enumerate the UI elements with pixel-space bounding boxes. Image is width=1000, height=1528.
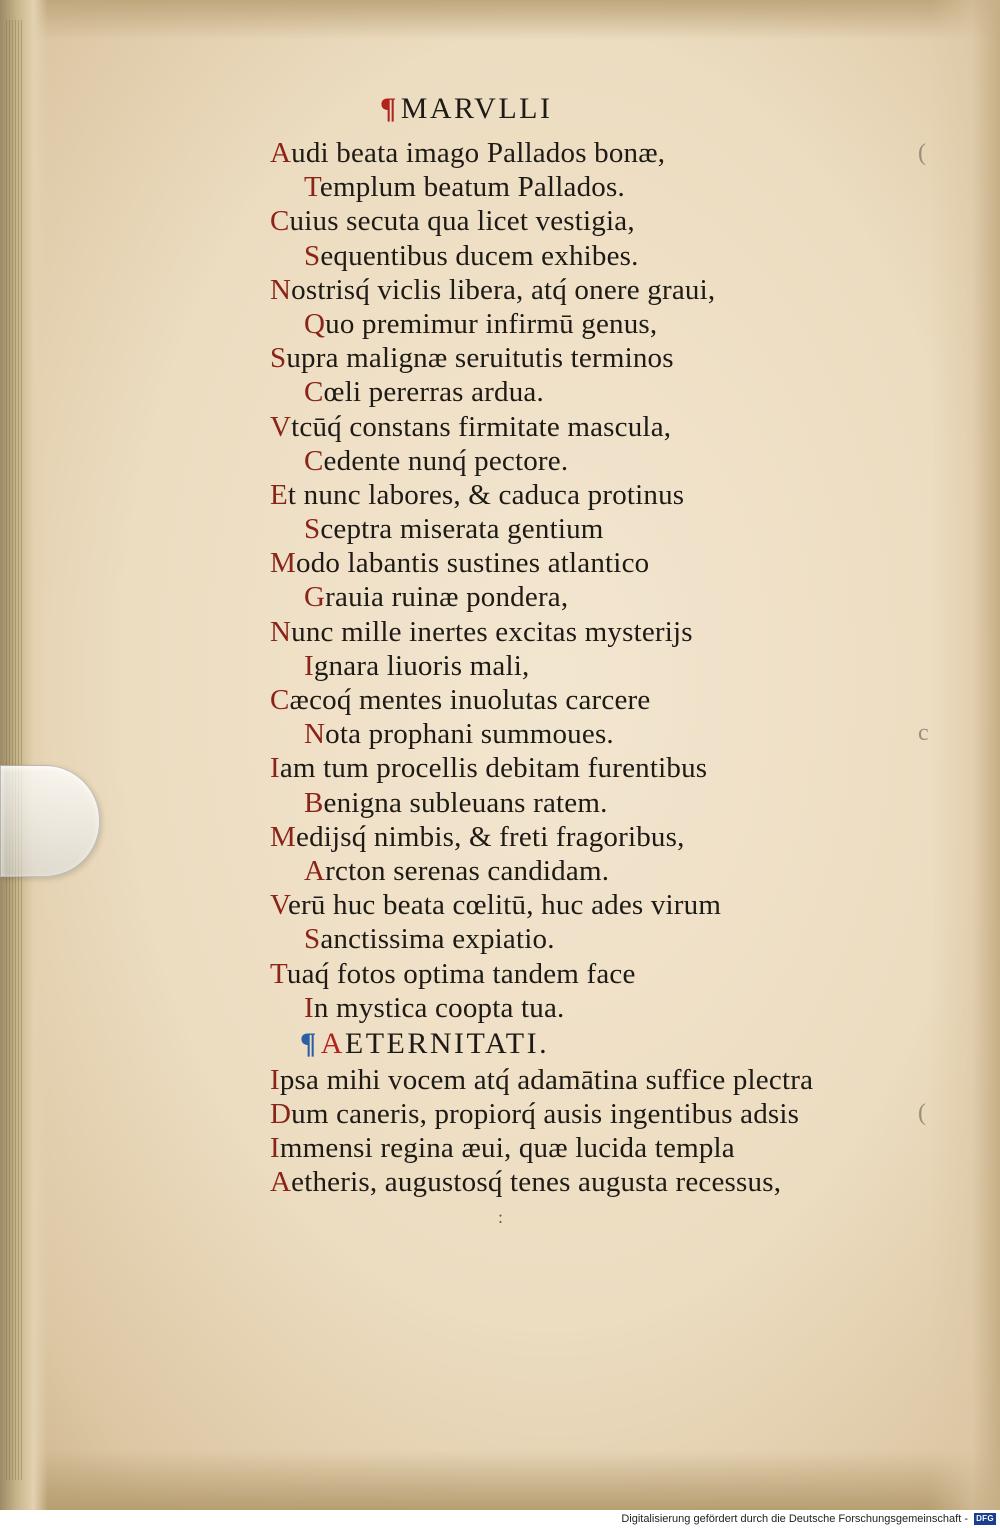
poem-verses	[270, 136, 870, 1025]
verse-initial: I	[304, 991, 314, 1024]
verse-initial: I	[270, 752, 280, 785]
verse-line	[270, 820, 870, 854]
page-gutter-stack	[0, 0, 48, 1510]
verse-initial: S	[304, 239, 321, 272]
verse-text: rauia ruinæ pondera,	[325, 581, 569, 614]
verse-line	[270, 341, 870, 375]
verse-initial: C	[270, 205, 290, 238]
pilcrow-icon: ¶	[300, 1026, 319, 1060]
verse-initial: I	[304, 649, 314, 682]
verse-line	[270, 786, 870, 820]
verse-text: erū huc beata cœlitū, huc ades virum	[287, 889, 722, 922]
verse-initial: N	[304, 718, 326, 751]
verse-text: æcoq́ mentes inuolutas carcere	[289, 684, 651, 716]
verse-text: emplum beatum Pallados.	[319, 171, 625, 204]
verse-text: gnara liuoris mali,	[313, 649, 530, 682]
verse-line	[270, 922, 870, 956]
verse-line	[270, 478, 870, 512]
verse-line	[270, 854, 870, 888]
credit-text: Digitalisierung gefördert durch die Deutsche Forschungsgemeinschaft -	[621, 1513, 968, 1525]
verse-initial: M	[270, 547, 296, 580]
verse-text: uius secuta qua licet vestigia,	[289, 205, 635, 238]
verse-initial: V	[270, 410, 292, 443]
verse-line	[270, 375, 870, 409]
page-clip-tab	[0, 765, 100, 877]
verse-line	[270, 410, 870, 444]
verse-text: enigna subleuans ratem.	[323, 786, 608, 819]
verse-initial: S	[304, 513, 321, 546]
verse-initial: E	[270, 478, 288, 511]
page-edge-top	[0, 0, 1000, 40]
verse-initial: S	[304, 923, 321, 956]
poem-verses-second	[270, 1063, 870, 1200]
verse-text: ceptra miserata gentium	[320, 513, 604, 546]
verse-initial: I	[270, 1132, 280, 1165]
verse-text: anctissima expiatio.	[320, 923, 555, 956]
verse-initial: G	[304, 581, 326, 614]
verse-text: um caneris, propiorq́ ausis ingentibus adsis	[291, 1098, 800, 1131]
verse-line	[270, 1063, 870, 1097]
verse-initial: S	[270, 342, 287, 375]
verse-initial: Q	[304, 307, 326, 340]
verse-line	[270, 444, 870, 478]
verse-initial: C	[304, 444, 324, 477]
verse-initial: A	[270, 1166, 292, 1199]
verse-initial: C	[304, 376, 324, 409]
verse-text: unc mille inertes excitas mysterijs	[291, 615, 693, 648]
verse-line	[270, 683, 870, 717]
verse-initial: A	[270, 137, 292, 169]
verse-initial: N	[270, 273, 292, 306]
verse-line	[270, 273, 870, 307]
verse-initial: I	[270, 1063, 280, 1096]
verse-line	[270, 717, 870, 751]
section-heading	[300, 1025, 870, 1063]
verse-line	[270, 307, 870, 341]
verse-initial: T	[270, 957, 287, 990]
section-heading-text: ETERNITATI.	[344, 1026, 550, 1060]
verse-initial: B	[304, 786, 324, 819]
verse-text: etheris, augustosq́ tenes augusta recessus,	[291, 1166, 782, 1199]
verse-text: psa mihi vocem atq́ adamātina suffice plectra	[279, 1063, 814, 1096]
verse-line	[270, 751, 870, 785]
verse-text: tcūq́ constans firmitate mascula,	[291, 410, 672, 443]
verse-initial: C	[270, 684, 290, 716]
verse-text: œli pererras ardua.	[323, 376, 544, 409]
pilcrow-icon: ¶	[380, 92, 399, 125]
verse-text: rcton serenas candidam.	[325, 854, 610, 887]
verse-line	[270, 170, 870, 204]
verse-text: upra malignæ seruitutis terminos	[286, 342, 674, 375]
verse-initial: A	[304, 854, 326, 887]
section-heading-initial: A	[320, 1026, 345, 1060]
verse-text: odo labantis sustines atlantico	[296, 547, 650, 580]
verse-line	[270, 957, 870, 991]
verse-initial: T	[304, 171, 320, 204]
verse-line	[270, 1097, 870, 1131]
verse-text: mmensi regina æui, quæ lucida templa	[279, 1132, 735, 1165]
verse-text: ostrisq́ viclis libera, atq́ onere graui,	[291, 273, 716, 306]
running-head-text: MARVLLI	[400, 92, 553, 125]
verse-text: equentibus ducem exhibes.	[320, 239, 639, 272]
verse-initial: N	[270, 615, 292, 648]
verse-line	[270, 888, 870, 922]
verse-line	[270, 546, 870, 580]
verse-text: n mystica coopta tua.	[313, 991, 565, 1024]
verse-line	[270, 649, 870, 683]
verse-line	[270, 204, 870, 238]
running-head	[380, 92, 870, 136]
verse-text: am tum procellis debitam furentibus	[279, 752, 708, 785]
verse-text: edijsq́ nimbis, & freti fragoribus,	[296, 820, 685, 853]
verse-text: uo premimur infirmū genus,	[325, 307, 658, 340]
credit-bar	[0, 1510, 1000, 1528]
verse-line	[270, 580, 870, 614]
verse-line	[270, 136, 870, 170]
verse-line	[270, 1131, 870, 1165]
catchword-mark: :	[498, 1207, 505, 1227]
verse-text: t nunc labores, & caduca protinus	[287, 478, 685, 511]
verse-line	[270, 615, 870, 649]
dfg-logo-icon: DFG	[974, 1513, 996, 1525]
text-block	[270, 92, 870, 1200]
verse-line	[270, 991, 870, 1025]
verse-line	[270, 1165, 870, 1199]
margin-marks: ( c (	[918, 140, 929, 1126]
page-edge-bottom	[0, 1450, 1000, 1510]
verse-text: udi beata imago Pallados bonæ,	[291, 137, 666, 169]
verse-line	[270, 239, 870, 273]
verse-initial: V	[270, 889, 288, 922]
verse-text: uaq́ fotos optima tandem face	[286, 957, 636, 990]
verse-line	[270, 512, 870, 546]
verse-text: edente nunq́ pectore.	[323, 444, 569, 477]
verse-text: ota prophani summoues.	[325, 718, 614, 751]
verse-initial: D	[270, 1098, 292, 1131]
verse-initial: M	[270, 820, 296, 853]
